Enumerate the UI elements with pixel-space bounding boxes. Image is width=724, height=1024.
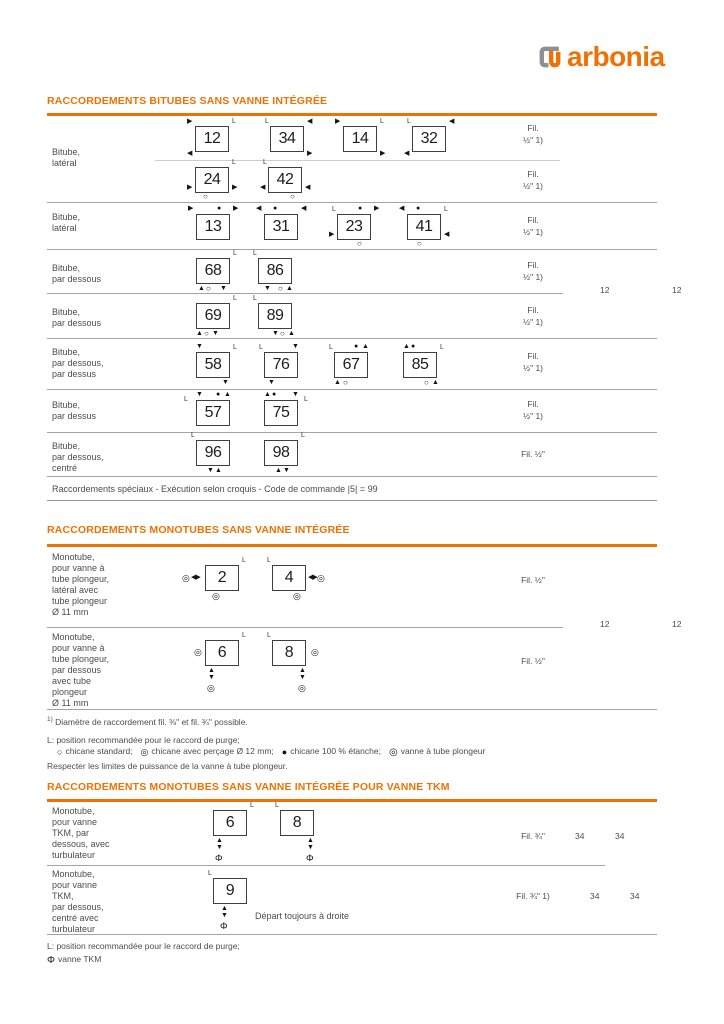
purge-position-marker: L	[191, 432, 195, 439]
row-label-line: latéral avec	[52, 585, 99, 595]
diagram-number: 24	[203, 171, 221, 188]
baffle-standard-icon: ○	[203, 192, 208, 201]
baffle-standard-icon: ○	[278, 284, 283, 293]
radiator-diagram	[182, 557, 246, 601]
baffle-drilled-icon: ◎	[298, 683, 306, 693]
arrow-left-icon: ◀	[256, 205, 262, 212]
table-row	[0, 116, 724, 168]
diagram-number: 6	[225, 814, 235, 831]
double-arrow-icon: ▲ ▼	[216, 837, 223, 851]
row-label-line: Monotube,	[52, 869, 95, 879]
diagram-number: 75	[272, 404, 290, 421]
arrow-left-icon: ◀	[444, 231, 450, 238]
arrow-left-icon: ◀	[305, 184, 311, 191]
diagram-number: 85	[411, 356, 429, 373]
thread-size-line: ½" 1)	[522, 226, 544, 237]
arrow-up-icon: ▲	[403, 343, 410, 350]
legend-label: vanne à tube plongeur	[400, 746, 486, 756]
purge-position-marker: L	[263, 159, 267, 166]
diagram-number: 86	[266, 262, 284, 279]
diagram-number: 42	[276, 171, 294, 188]
baffle-sealed-icon: ●	[358, 205, 363, 212]
thread-size-line: Fil.	[527, 169, 539, 179]
table-row	[0, 390, 724, 433]
arrow-right-icon: ▶	[232, 184, 238, 191]
table-row	[0, 250, 724, 294]
thread-size-line: ½" 1)	[522, 362, 544, 373]
row-label	[52, 307, 101, 329]
radiator-diagram	[187, 159, 238, 201]
arrow-down-icon: ▼	[283, 467, 290, 474]
thread-size-line: Fil. ½"	[521, 449, 545, 459]
footnote-text: vanne TKM	[57, 954, 102, 964]
diagram-number: 8	[284, 644, 294, 661]
arrow-up-icon: ▲	[198, 285, 205, 292]
baffle-standard-icon: ○	[206, 284, 211, 293]
arrow-down-icon: ▼	[220, 285, 227, 292]
thread-size-line: ½" 1)	[522, 410, 544, 421]
arrow-right-icon: ▶	[233, 205, 239, 212]
diagram-number: 4	[284, 569, 294, 586]
purge-position-marker: L	[265, 118, 269, 125]
row-label	[52, 552, 109, 618]
baffle-drilled-icon: ◎	[140, 747, 149, 757]
arrow-left-icon: ◀	[187, 150, 193, 157]
row-label-line: par dessus	[52, 411, 97, 421]
arrow-up-icon: ▲	[275, 467, 282, 474]
purge-position-marker: L	[208, 870, 212, 877]
row-label-line: tube plongeur	[52, 596, 108, 606]
legend-label: chicane standard;	[65, 746, 133, 756]
row-label-line: pour vanne	[52, 817, 98, 827]
table-row	[0, 802, 724, 866]
footnote-text: Respecter les limites de puissance de la vanne à tube plongeur.	[47, 761, 288, 771]
radiator-diagram	[253, 250, 293, 293]
row-label-line: Bitube,	[52, 307, 81, 317]
arrow-right-icon: ▶	[329, 231, 335, 238]
footnote	[47, 941, 240, 951]
baffle-drilled-icon: ◎	[317, 573, 325, 583]
thread-size-line: Fil.	[527, 305, 539, 315]
thread-size-line: ½" 1)	[522, 180, 544, 191]
purge-position-marker: L	[301, 432, 305, 439]
baffle-sealed-icon: ●	[272, 391, 277, 398]
purge-position-marker: L	[444, 206, 448, 213]
radiator-diagram	[403, 343, 444, 387]
double-arrow-icon: ▲ ▼	[221, 905, 228, 919]
purge-position-marker: L	[232, 118, 236, 125]
radiator-diagram	[404, 118, 455, 157]
arrow-up-icon: ▲	[264, 391, 271, 398]
purge-position-marker: L	[275, 802, 279, 809]
row-label-line: latéral	[52, 223, 77, 233]
plunger-valve-icon: ◎	[388, 747, 398, 758]
row-label-line: tube plongeur,	[52, 574, 110, 584]
table-row	[0, 203, 724, 250]
row-label-line: par dessous	[52, 274, 102, 284]
purge-position-marker: L	[332, 206, 336, 213]
radiator-diagram	[264, 432, 305, 474]
table-footer-row	[0, 477, 724, 501]
double-arrow-icon: ▲ ▼	[208, 667, 215, 681]
row-label-line: latéral	[52, 158, 77, 168]
arrow-left-icon: ◀	[449, 118, 455, 125]
footnote	[47, 761, 288, 771]
table-row	[0, 866, 724, 935]
table-row	[0, 339, 724, 390]
purge-position-marker: L	[242, 557, 246, 564]
row-rule	[47, 934, 657, 935]
size-ref: 34	[615, 831, 625, 841]
diagram-number: 8	[292, 814, 302, 831]
arrow-down-icon: ▼	[264, 285, 271, 292]
radiator-diagram	[260, 159, 311, 201]
baffle-drilled-icon: ◎	[212, 591, 220, 601]
arrow-up-icon: ▲	[215, 467, 222, 474]
arrow-right-icon: ▶	[380, 150, 386, 157]
diagram-number: 67	[342, 356, 360, 373]
row-label-line: Bitube,	[52, 441, 81, 451]
purge-position-marker: L	[253, 295, 257, 302]
radiator-diagram	[196, 295, 237, 338]
diagram-number: 34	[278, 130, 296, 147]
row-label-line: TKM,	[52, 891, 74, 901]
page-ref: 12	[672, 285, 682, 295]
section-title: RACCORDEMENTS BITUBES SANS VANNE INTÉGRÉE	[47, 95, 328, 107]
arrow-down-icon: ▼	[272, 330, 279, 337]
purge-position-marker: L	[440, 344, 444, 351]
thread-size	[497, 169, 569, 192]
legend-label: chicane 100 % étanche;	[290, 746, 381, 756]
purge-position-marker: L	[184, 396, 188, 403]
thread-size	[497, 351, 569, 374]
row-label-line: pour vanne	[52, 880, 98, 890]
arrow-down-icon: ▼	[222, 379, 229, 386]
baffle-standard-icon: ○	[57, 747, 63, 757]
radiator-diagram	[329, 343, 369, 387]
double-arrow-icon: ▲ ▼	[299, 667, 306, 681]
thread-size-line: Fil.	[527, 399, 539, 409]
thread-size-line: Fil. ½"	[521, 656, 545, 666]
arrow-down-icon: ▼	[196, 391, 203, 398]
baffle-standard-icon: ○	[280, 329, 285, 338]
table-row	[0, 628, 724, 710]
diagram-number: 41	[415, 218, 433, 235]
arrow-up-icon: ▲	[224, 391, 231, 398]
row-label-line: Bitube,	[52, 147, 81, 157]
row-label-line: par dessous	[52, 665, 102, 675]
row-label-line: Bitube,	[52, 212, 81, 222]
footnote	[47, 716, 248, 727]
diagram-number: 23	[345, 218, 363, 235]
arrow-left-icon: ◀	[301, 205, 307, 212]
thread-size-line: Fil. ½"	[521, 575, 545, 585]
footnote	[57, 746, 485, 758]
thread-size	[497, 399, 569, 422]
footnote-text: L: position recommandée pour le raccord de purge;	[47, 735, 240, 745]
diagram-number: 9	[225, 882, 235, 899]
radiator-diagram	[253, 295, 295, 338]
row-label-line: Monotube,	[52, 552, 95, 562]
arrow-left-icon: ◀	[404, 150, 410, 157]
thread-size	[497, 891, 569, 903]
diagram-number: 69	[204, 307, 222, 324]
diagram-number: 76	[272, 356, 290, 373]
row-label-line: pour vanne à	[52, 563, 105, 573]
radiator-diagram	[275, 802, 314, 864]
size-ref: 34	[590, 891, 600, 901]
tkm-valve-icon: Φ	[306, 853, 314, 864]
diagram-number: 12	[203, 130, 221, 147]
arrow-right-icon: ▶	[307, 150, 313, 157]
arrow-up-icon: ▲	[432, 379, 439, 386]
row-label-line: Monotube,	[52, 806, 95, 816]
size-ref: 34	[575, 831, 585, 841]
arrow-right-icon: ▶	[374, 205, 380, 212]
purge-position-marker: L	[242, 632, 246, 639]
page-ref: 12	[672, 619, 682, 629]
row-rule	[47, 709, 657, 710]
arrow-down-icon: ▼	[268, 379, 275, 386]
purge-position-marker: L	[259, 344, 263, 351]
thread-size	[497, 656, 569, 668]
row-label-line: Bitube,	[52, 400, 81, 410]
radiator-diagram	[191, 432, 230, 474]
baffle-sealed-icon: ●	[273, 205, 278, 212]
radiator-diagram	[187, 118, 236, 157]
size-ref: 34	[630, 891, 640, 901]
thread-size-line: Fil.	[527, 215, 539, 225]
baffle-drilled-icon: ◎	[194, 647, 202, 657]
radiator-diagram	[196, 250, 237, 293]
purge-position-marker: L	[380, 118, 384, 125]
thread-size-line: Fil.	[527, 123, 539, 133]
arrow-down-icon: ▼	[207, 467, 214, 474]
row-label	[52, 441, 104, 474]
arrow-down-icon: ▼	[212, 330, 219, 337]
arbonia-logo-text: arbonia	[567, 41, 665, 72]
row-label-line: par dessus	[52, 369, 97, 379]
row-label-line: centré	[52, 463, 78, 473]
thread-size-line: Fil. ¾"	[521, 831, 545, 841]
thread-size-line: Fil.	[527, 260, 539, 270]
thread-size	[497, 215, 569, 238]
thread-size-line: Fil. ¾" 1)	[516, 891, 550, 901]
baffle-standard-icon: ○	[357, 239, 362, 248]
radiator-diagram	[265, 118, 313, 157]
radiator-diagram	[399, 205, 450, 248]
radiator-diagram	[329, 205, 380, 248]
arrow-up-icon: ▲	[334, 379, 341, 386]
radiator-diagram	[213, 802, 254, 864]
arrow-right-icon: ▶	[188, 205, 194, 212]
baffle-drilled-icon: ◎	[311, 647, 319, 657]
purge-position-marker: L	[253, 250, 257, 257]
tkm-valve-icon: Φ	[47, 955, 55, 966]
diagram-number: 13	[204, 218, 222, 235]
arrow-right-icon: ▶	[187, 118, 193, 125]
baffle-sealed-icon: ●	[216, 391, 221, 398]
table-footer-note: Raccordements spéciaux - Exécution selon croquis - Code de commande |5| = 99	[52, 484, 378, 494]
radiator-diagram	[335, 118, 386, 157]
arrow-up-icon: ▲	[286, 285, 293, 292]
diagram-number: 6	[217, 644, 227, 661]
row-label-line: par dessous	[52, 318, 102, 328]
row-label-line: centré avec	[52, 913, 99, 923]
baffle-drilled-icon: ◎	[207, 683, 215, 693]
diagram-number: 2	[217, 569, 227, 586]
thread-size	[497, 260, 569, 283]
row-label-line: par dessous,	[52, 358, 104, 368]
row-label	[52, 869, 104, 935]
diagram-number: 98	[272, 444, 290, 461]
baffle-sealed-icon: ●	[217, 205, 222, 212]
row-label-line: Bitube,	[52, 347, 81, 357]
baffle-standard-icon: ○	[417, 239, 422, 248]
purge-position-marker: L	[232, 159, 236, 166]
radiator-diagram	[256, 205, 307, 240]
tkm-valve-icon: Φ	[220, 921, 228, 932]
thread-size	[497, 123, 569, 146]
diagram-number: 58	[204, 356, 222, 373]
arrow-left-icon: ◀	[260, 184, 266, 191]
thread-size	[497, 831, 569, 843]
diagram-number: 68	[204, 262, 222, 279]
baffle-sealed-icon: ●	[354, 343, 359, 350]
section-title: RACCORDEMENTS MONOTUBES SANS VANNE INTÉGRÉE POUR VANNE TKM	[47, 781, 450, 793]
purge-position-marker: L	[267, 632, 271, 639]
double-arrow-icon: ▲ ▼	[307, 837, 314, 851]
baffle-drilled-icon: ◎	[182, 573, 190, 583]
thread-size-line: ½" 1)	[522, 271, 544, 282]
arrow-down-icon: ▼	[292, 391, 299, 398]
row-label-line: pour vanne à	[52, 643, 105, 653]
purge-position-marker: L	[267, 557, 271, 564]
purge-position-marker: L	[329, 344, 333, 351]
row-label-line: Bitube,	[52, 263, 81, 273]
diagram-number: 57	[204, 404, 222, 421]
row-label	[52, 632, 109, 709]
purge-position-marker: L	[233, 295, 237, 302]
table-row	[0, 161, 724, 203]
purge-position-marker: L	[250, 802, 254, 809]
arrow-up-icon: ▲	[362, 343, 369, 350]
radiator-diagram	[184, 391, 231, 426]
row-label	[52, 212, 80, 234]
row-label-line: tube plongeur,	[52, 654, 110, 664]
row-label-line: par dessous,	[52, 902, 104, 912]
radiator-diagram	[264, 391, 308, 426]
baffle-standard-icon: ○	[424, 378, 429, 387]
arrow-pair-icon: ◀▶	[191, 574, 200, 581]
row-label	[52, 347, 104, 380]
row-label-line: TKM, par	[52, 828, 90, 838]
tkm-valve-icon: Φ	[215, 853, 223, 864]
row-label-line: turbulateur	[52, 850, 96, 860]
legend-label: chicane avec perçage Ø 12 mm;	[151, 746, 274, 756]
thread-size-line: ½" 1)	[522, 316, 544, 327]
thread-size-line: Fil.	[527, 351, 539, 361]
purge-position-marker: L	[233, 250, 237, 257]
baffle-standard-icon: ○	[204, 329, 209, 338]
thread-size	[497, 575, 569, 587]
purge-position-marker: L	[304, 396, 308, 403]
diagram-number: 31	[272, 218, 290, 235]
footnote	[47, 735, 240, 745]
diagram-number: 14	[351, 130, 369, 147]
arrow-pair-icon: ◀▶	[308, 574, 317, 581]
row-label-line: Ø 11 mm	[52, 607, 89, 617]
baffle-standard-icon: ○	[343, 378, 348, 387]
row-rule	[47, 500, 657, 501]
row-label-line: Monotube,	[52, 632, 95, 642]
row-label-line: avec tube	[52, 676, 92, 686]
footnote	[47, 954, 101, 966]
radiator-diagram	[259, 343, 299, 386]
baffle-sealed-icon: ●	[411, 343, 416, 350]
purge-position-marker: L	[407, 118, 411, 125]
table-row	[0, 294, 724, 339]
row-label-line: dessous, avec	[52, 839, 110, 849]
radiator-diagram	[208, 870, 247, 932]
diagram-number: 32	[420, 130, 438, 147]
section-title: RACCORDEMENTS MONOTUBES SANS VANNE INTÉGRÉE	[47, 524, 350, 536]
row-label-line: Ø 11 mm	[52, 698, 89, 708]
baffle-drilled-icon: ◎	[293, 591, 301, 601]
arrow-left-icon: ◀	[399, 205, 405, 212]
row-label-line: par dessous,	[52, 452, 104, 462]
thread-size	[497, 305, 569, 328]
thread-size-line: ½" 1)	[522, 134, 544, 145]
row-label-line: plongeur	[52, 687, 88, 697]
purge-position-marker: L	[233, 344, 237, 351]
footnote-marker: 1)	[47, 716, 53, 723]
arrow-left-icon: ◀	[307, 118, 313, 125]
baffle-sealed-icon: ●	[416, 205, 421, 212]
diagram-number: 96	[204, 444, 222, 461]
arrow-down-icon: ▼	[196, 343, 203, 350]
row-label	[52, 263, 101, 285]
table-row	[0, 547, 724, 628]
footnote-text: L: position recommandée pour le raccord de purge;	[47, 941, 240, 951]
baffle-sealed-icon: ●	[281, 747, 288, 757]
footnote-text: Diamètre de raccordement fil. ⅜" et fil. ¾" possible.	[52, 716, 248, 727]
diagram-number: 89	[266, 307, 284, 324]
arrow-right-icon: ▶	[187, 184, 193, 191]
arrow-up-icon: ▲	[196, 330, 203, 337]
radiator-diagram	[267, 557, 325, 601]
note-depart: Départ toujours à droite	[255, 911, 350, 921]
radiator-diagram	[196, 343, 237, 386]
arrow-right-icon: ▶	[335, 118, 341, 125]
row-label	[52, 400, 96, 422]
radiator-diagram	[188, 205, 239, 240]
baffle-standard-icon: ○	[290, 192, 295, 201]
row-label	[52, 806, 110, 861]
page-ref: 12	[600, 285, 610, 295]
page-ref: 12	[600, 619, 610, 629]
table-row	[0, 433, 724, 477]
radiator-diagram	[267, 632, 319, 693]
arrow-down-icon: ▼	[292, 343, 299, 350]
row-label-line: turbulateur	[52, 924, 96, 934]
radiator-diagram	[194, 632, 246, 693]
thread-size	[497, 449, 569, 461]
arrow-up-icon: ▲	[288, 330, 295, 337]
